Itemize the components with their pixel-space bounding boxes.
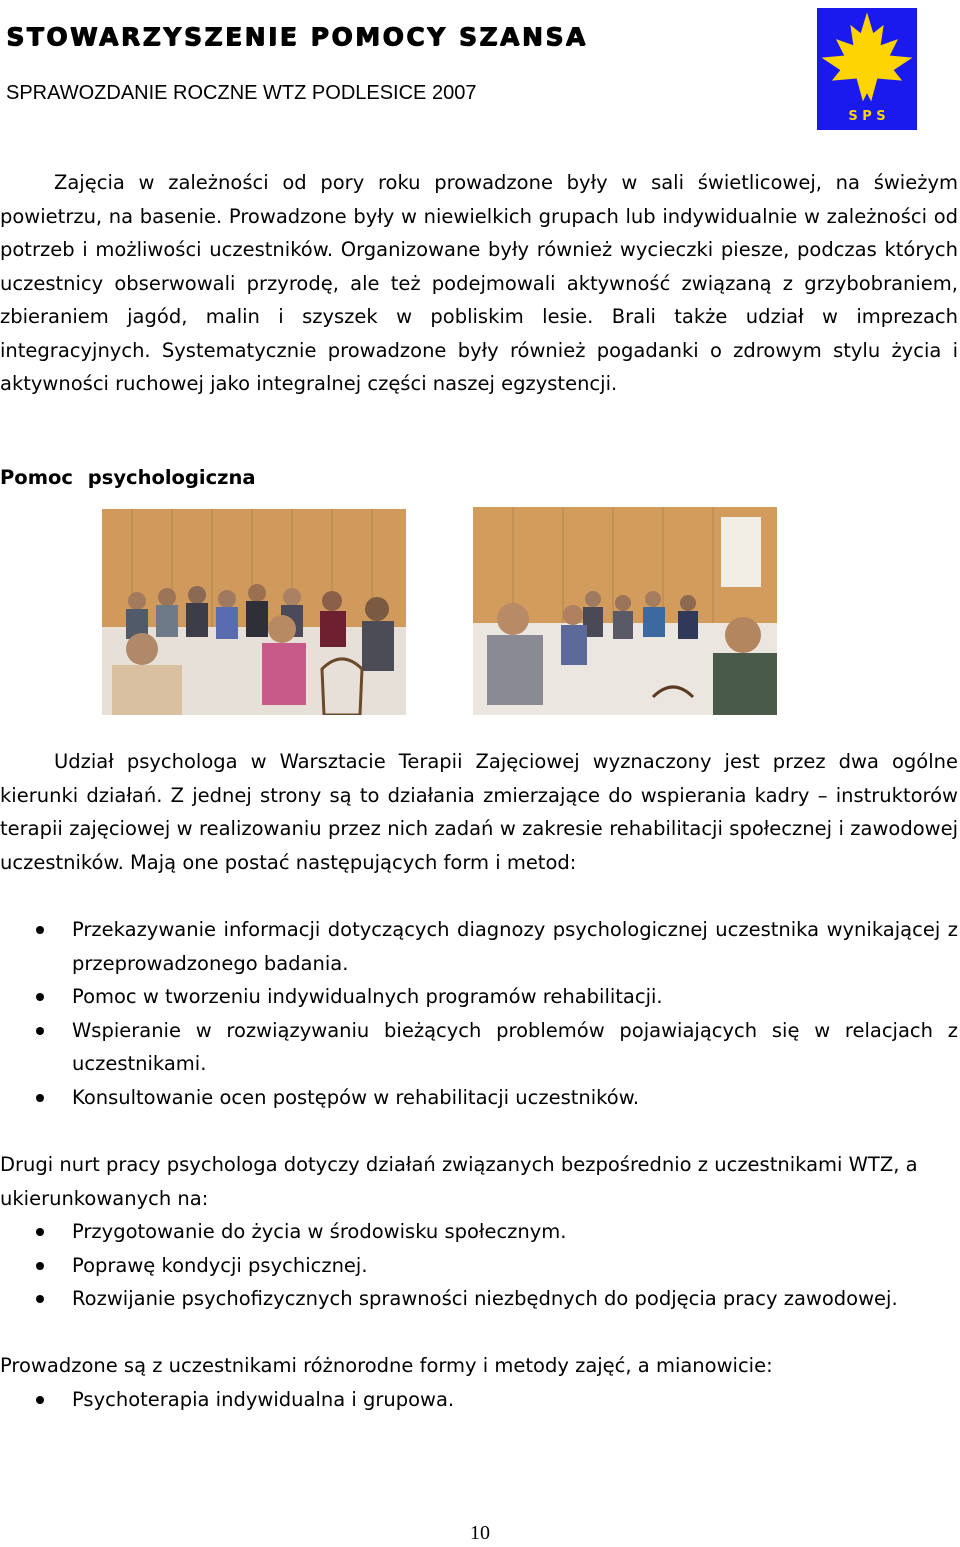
psychologist-role-paragraph: Udział psychologa w Warsztacie Terapii Zajęciowej wyznaczony jest przez dwa ogólne kierunki działań. Z jednej strony są to działania zmierzające do wspierania kadry – instruktorów terapii zajęciowej w realizowaniu przez nich zadań w zakresie rehabilitacji społecznej i zawodowej uczestników. Mają one postać następujących form i metod: [0, 750, 958, 874]
bullet-icon [36, 1228, 44, 1236]
organization-title: STOWARZYSZENIE POMOCY SZANSA [6, 22, 588, 51]
sps-logo [817, 8, 917, 130]
page-number: 10 [470, 1522, 490, 1544]
bullet-icon [36, 993, 44, 1001]
list-item: Przekazywanie informacji dotyczących diagnozy psychologicznej uczestnika wynikającej z przeprowadzonego badania. [0, 913, 958, 980]
list-item: Konsultowanie ocen postępów w rehabilitacji uczestników. [0, 1081, 958, 1115]
methods-list [0, 1383, 958, 1417]
staff-support-list [0, 913, 958, 1114]
bullet-icon [36, 1094, 44, 1102]
maple-leaf-icon [817, 8, 917, 130]
list-item: Rozwijanie psychofizycznych sprawności niezbędnych do podjęcia pracy zawodowej. [0, 1282, 958, 1316]
second-paragraph: Drugi nurt pracy psychologa dotyczy działań związanych bezpośrednio z uczestnikami WTZ, a ukierunkowanych na: [0, 1153, 918, 1210]
logo-letters: S P S [848, 109, 886, 124]
intro-paragraph: Zajęcia w zależności od pory roku prowadzone były w sali świetlicowej, na świeżym powietrzu, na basenie. Prowadzone były w niewielkich grupach lub indywidualnie w zależności od potrzeb i możliwości uczestników. Organizowane były również wycieczki piesze, podczas których uczestnicy obserwowali przyrodę, ale też podejmowali aktywność związaną z grzybobraniem, zbieraniem jagód, malin i szyszek w pobliskim lesie. Brali także udział w imprezach integracyjnych. Systematycznie prowadzone były również pogadanki o zdrowym stylu życia i aktywności ruchowej jako integralnej części naszej egzystencji. [0, 171, 958, 395]
bullet-icon [36, 1396, 44, 1404]
list-item: Wspieranie w rozwiązywaniu bieżących problemów pojawiających się w relacjach z uczestnikami. [0, 1014, 958, 1081]
list-item: Poprawę kondycji psychicznej. [0, 1249, 958, 1283]
group-session-photo-1 [102, 509, 406, 715]
list-item: Psychoterapia indywidualna i grupowa. [0, 1383, 958, 1417]
bullet-icon [36, 1262, 44, 1270]
methods-intro: Prowadzone są z uczestnikami różnorodne formy i metody zajęć, a mianowicie: [0, 1354, 773, 1377]
bullet-icon [36, 1295, 44, 1303]
list-item: Przygotowanie do życia w środowisku społecznym. [0, 1215, 958, 1249]
list-item: Pomoc w tworzeniu indywidualnych programów rehabilitacji. [0, 980, 958, 1014]
bullet-icon [36, 926, 44, 934]
participant-goals-list [0, 1215, 958, 1316]
report-subtitle: SPRAWOZDANIE ROCZNE WTZ PODLESICE 2007 [6, 82, 477, 104]
section-heading: Pomoc psychologiczna [0, 466, 256, 489]
bullet-icon [36, 1027, 44, 1035]
group-session-photo-2 [473, 507, 777, 715]
